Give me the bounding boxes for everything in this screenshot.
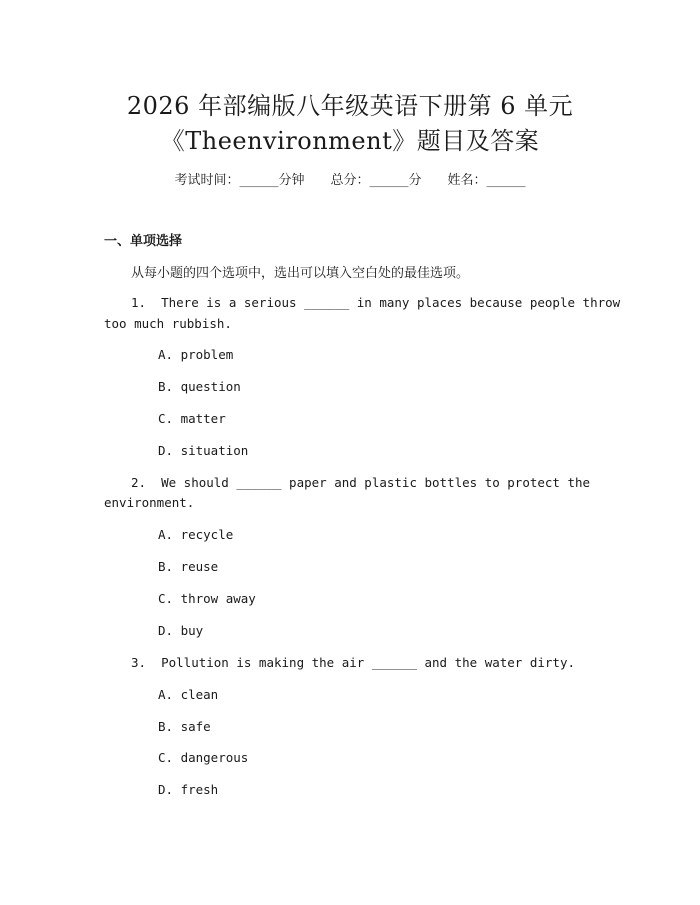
- question-2-option-b: B. reuse: [158, 559, 219, 574]
- question-3-option-a: A. clean: [158, 687, 219, 702]
- question-1-option-c: C. matter: [158, 411, 226, 426]
- question-2-option-a: A. recycle: [158, 527, 234, 542]
- exam-time-field: 考试时间：______分钟: [174, 173, 305, 188]
- question-1-option-b: B. question: [158, 379, 241, 394]
- section-heading: 一、单项选择: [104, 234, 183, 249]
- exam-info-line: [0, 169, 700, 188]
- question-2-stem-continued: environment.: [104, 495, 195, 510]
- question-1-option-a: A. problem: [158, 347, 234, 362]
- question-2-option-d: D. buy: [158, 623, 204, 638]
- question-2-stem: 2. We should ______ paper and plastic bottles to protect the: [131, 475, 591, 490]
- document-title-line-1: 2026 年部编版八年级英语下册第 6 单元: [126, 92, 574, 120]
- question-3-option-d: D. fresh: [158, 782, 219, 797]
- question-2-option-c: C. throw away: [158, 591, 256, 606]
- question-1-stem: 1. There is a serious ______ in many places because people throw: [131, 295, 621, 310]
- question-1-stem-continued: too much rubbish.: [104, 316, 232, 331]
- question-3-stem: 3. Pollution is making the air ______ and the water dirty.: [131, 655, 576, 670]
- question-1-option-d: D. situation: [158, 443, 249, 458]
- student-name-field: 姓名：______: [447, 173, 526, 188]
- section-instruction: 从每小题的四个选项中，选出可以填入空白处的最佳选项。: [131, 266, 470, 281]
- total-score-field: 总分：______分: [330, 173, 422, 188]
- question-3-option-c: C. dangerous: [158, 750, 249, 765]
- question-3-option-b: B. safe: [158, 719, 211, 734]
- document-title-line-2: 《Theenvironment》题目及答案: [160, 127, 540, 155]
